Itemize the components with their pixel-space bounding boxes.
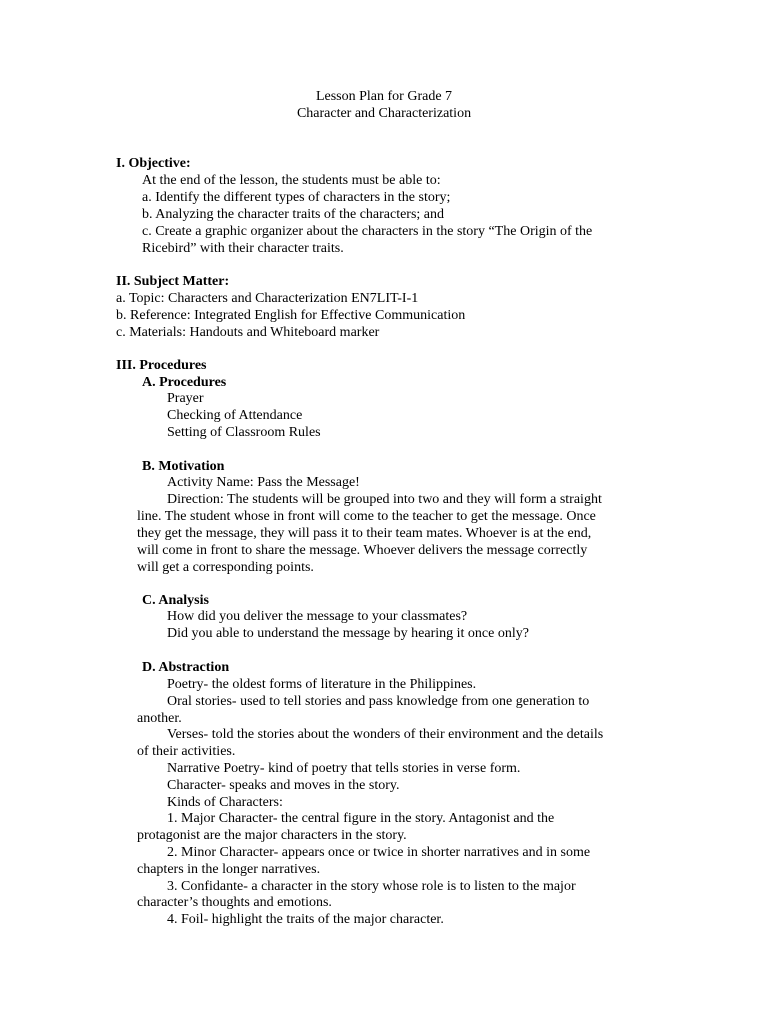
abstraction-line: another. [137, 711, 182, 726]
abstraction-line: 1. Major Character- the central figure in the story. Antagonist and the [167, 811, 555, 826]
subject-topic: a. Topic: Characters and Characterization EN7LIT-I-1 [116, 291, 419, 306]
objective-item-a: a. Identify the different types of characters in the story; [142, 190, 451, 205]
analysis-question: How did you deliver the message to your classmates? [167, 609, 468, 624]
procedures-heading: III. Procedures [116, 358, 207, 373]
abstraction-line: Oral stories- used to tell stories and pass knowledge from one generation to [167, 694, 590, 709]
objective-heading: I. Objective: [116, 156, 191, 171]
motivation-direction-line: will come in front to share the message. Whoever delivers the message correctly [137, 543, 588, 558]
title-line-1: Lesson Plan for Grade 7 [315, 89, 453, 104]
abstraction-line: 3. Confidante- a character in the story whose role is to listen to the major [167, 879, 576, 894]
abstraction-line: of their activities. [137, 744, 236, 759]
motivation-direction-line: they get the message, they will pass it to their team mates. Whoever is at the end, [137, 526, 592, 541]
abstraction-line: Verses- told the stories about the wonders of their environment and the details [167, 727, 604, 742]
objective-item-c-line-2: Ricebird” with their character traits. [142, 241, 344, 256]
motivation-direction-line: line. The student whose in front will come to the teacher to get the message. Once [137, 509, 596, 524]
title-line-2: Character and Characterization [296, 106, 472, 121]
motivation-activity: Activity Name: Pass the Message! [167, 475, 360, 490]
procedures-item: Prayer [167, 391, 204, 406]
abstraction-heading: D. Abstraction [142, 660, 230, 675]
abstraction-line: chapters in the longer narratives. [137, 862, 321, 877]
motivation-direction-line: will get a corresponding points. [137, 560, 314, 575]
abstraction-line: Narrative Poetry- kind of poetry that tells stories in verse form. [167, 761, 521, 776]
abstraction-line: Kinds of Characters: [167, 795, 283, 810]
abstraction-line: protagonist are the major characters in the story. [137, 828, 407, 843]
subject-materials: c. Materials: Handouts and Whiteboard marker [116, 325, 380, 340]
abstraction-line: 2. Minor Character- appears once or twice in shorter narratives and in some [167, 845, 591, 860]
abstraction-line: Poetry- the oldest forms of literature in the Philippines. [167, 677, 477, 692]
motivation-heading: B. Motivation [142, 459, 225, 474]
procedures-item: Checking of Attendance [167, 408, 303, 423]
abstraction-line: 4. Foil- highlight the traits of the major character. [167, 912, 444, 927]
objective-item-b: b. Analyzing the character traits of the characters; and [142, 207, 445, 222]
objective-intro: At the end of the lesson, the students must be able to: [142, 173, 441, 188]
procedures-item: Setting of Classroom Rules [167, 425, 321, 440]
abstraction-line: character’s thoughts and emotions. [137, 895, 332, 910]
subject-matter-heading: II. Subject Matter: [116, 274, 230, 289]
abstraction-line: Character- speaks and moves in the story. [167, 778, 400, 793]
objective-item-c-line-1: c. Create a graphic organizer about the characters in the story “The Origin of the [142, 224, 593, 239]
analysis-question: Did you able to understand the message by hearing it once only? [167, 626, 529, 641]
subject-reference: b. Reference: Integrated English for Effective Communication [116, 308, 466, 323]
motivation-direction-line: Direction: The students will be grouped into two and they will form a straight [167, 492, 602, 507]
procedures-a-heading: A. Procedures [142, 375, 227, 390]
analysis-heading: C. Analysis [142, 593, 209, 608]
